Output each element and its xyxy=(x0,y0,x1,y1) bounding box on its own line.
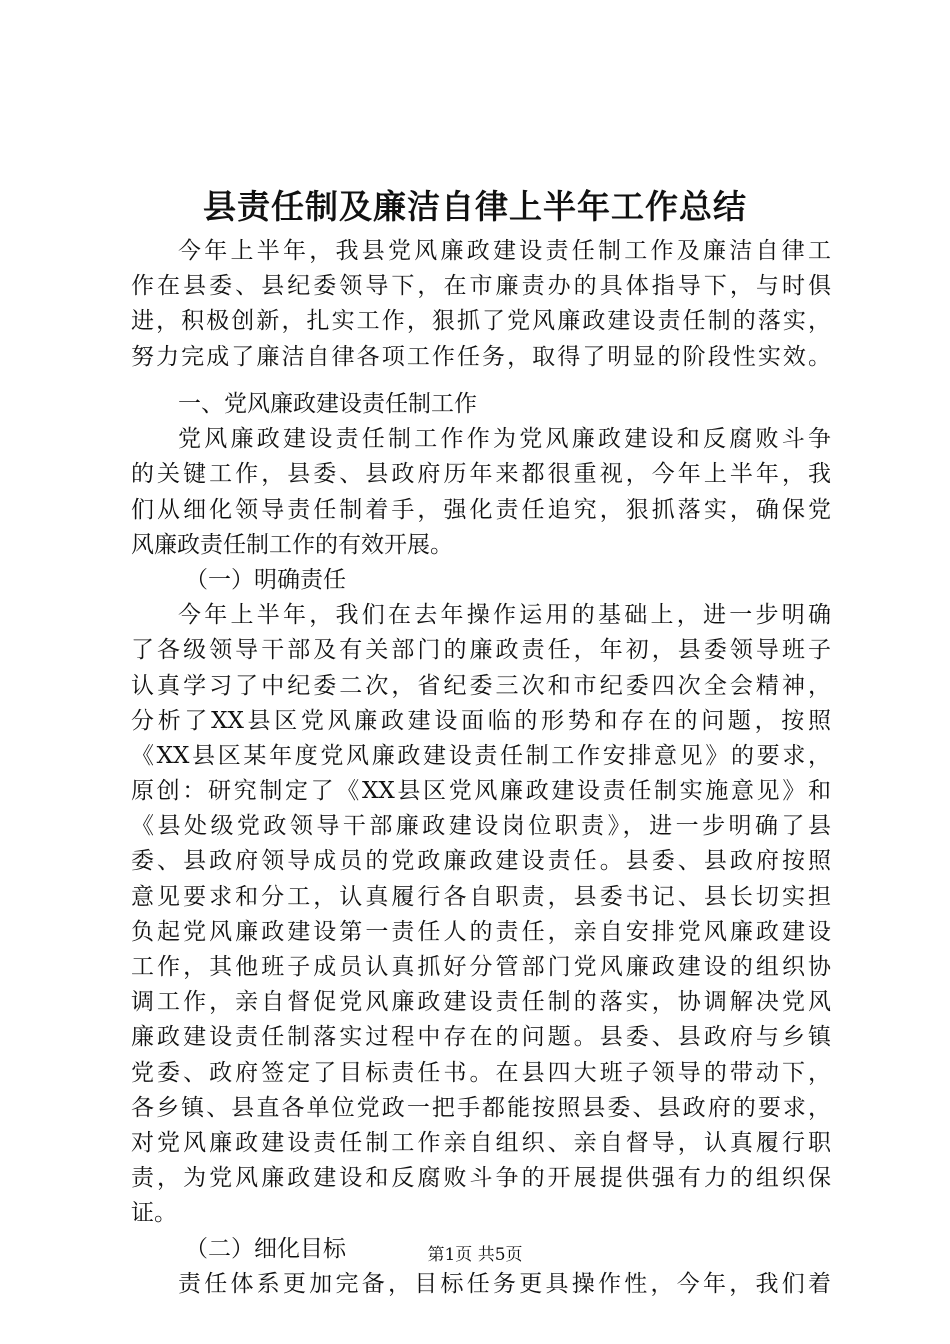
text-line: 分析了XX县区党风廉政建设面临的形势和存在的问题，按照 xyxy=(131,707,831,734)
text-line: 的关键工作，县委、县政府历年来都很重视，今年上半年，我 xyxy=(131,461,831,488)
text-line: 们从细化领导责任制着手，强化责任追究，狠抓落实，确保党 xyxy=(131,496,831,523)
text-line: 工作，其他班子成员认真抓好分管部门党风廉政建设的组织协 xyxy=(131,954,831,980)
section-heading: 一、党风廉政建设责任制工作 xyxy=(178,391,477,417)
page-footer: 第1页 共5页 xyxy=(427,1245,523,1265)
section-1 xyxy=(131,387,831,1302)
text-line: 负起党风廉政建设第一责任人的责任，亲自安排党风廉政建设 xyxy=(131,918,831,945)
text-line: 对党风廉政建设责任制工作亲自组织、亲自督导，认真履行职 xyxy=(131,1129,831,1156)
text-line: 证。 xyxy=(131,1200,177,1227)
text-line: 努力完成了廉洁自律各项工作任务，取得了明显的阶段性实效。 xyxy=(131,343,831,370)
text-line: 原创：研究制定了《XX县区党风廉政建设责任制实施意见》和 xyxy=(131,778,831,805)
text-line: 了各级领导干部及有关部门的廉政责任，年初，县委领导班子 xyxy=(131,637,831,664)
text-line: 意见要求和分工，认真履行各自职责，县委书记、县长切实担 xyxy=(131,883,831,910)
text-line: 风廉政责任制工作的有效开展。 xyxy=(131,531,453,558)
document-title: 县责任制及廉洁自律上半年工作总结 xyxy=(203,187,747,226)
intro-paragraph xyxy=(131,234,831,375)
text-line: 委、县政府领导成员的党政廉政建设责任。县委、县政府按照 xyxy=(131,848,831,875)
text-line: 今年上半年，我们在去年操作运用的基础上，进一步明确 xyxy=(178,602,831,629)
text-line: 各乡镇、县直各单位党政一把手都能按照县委、县政府的要求， xyxy=(131,1094,831,1121)
text-line: 党委、政府签定了目标责任书。在县四大班子领导的带动下， xyxy=(131,1059,831,1086)
subsection-heading: （一）明确责任 xyxy=(185,566,346,593)
text-line: 责任体系更加完备，目标任务更具操作性，今年，我们着 xyxy=(178,1270,831,1297)
text-line: 进，积极创新，扎实工作，狠抓了党风廉政建设责任制的落实， xyxy=(131,308,831,335)
text-line: 《XX县区某年度党风廉政建设责任制工作安排意见》的要求， xyxy=(131,742,831,769)
text-line: 作在县委、县纪委领导下，在市廉责办的具体指导下，与时俱 xyxy=(131,273,831,300)
subsection-heading: （二）细化目标 xyxy=(185,1235,346,1262)
text-line: 责，为党风廉政建设和反腐败斗争的开展提供强有力的组织保 xyxy=(131,1165,831,1192)
text-line: 今年上半年，我县党风廉政建设责任制工作及廉洁自律工 xyxy=(178,238,831,264)
text-line: 认真学习了中纪委二次，省纪委三次和市纪委四次全会精神， xyxy=(131,672,831,699)
text-line: 廉政建设责任制落实过程中存在的问题。县委、县政府与乡镇 xyxy=(131,1024,831,1051)
text-line: 《县处级党政领导干部廉政建设岗位职责》，进一步明确了县 xyxy=(131,813,831,840)
text-line: 调工作，亲自督促党风廉政建设责任制的落实，协调解决党风 xyxy=(131,989,831,1016)
text-line: 党风廉政建设责任制工作作为党风廉政建设和反腐败斗争 xyxy=(178,426,831,453)
